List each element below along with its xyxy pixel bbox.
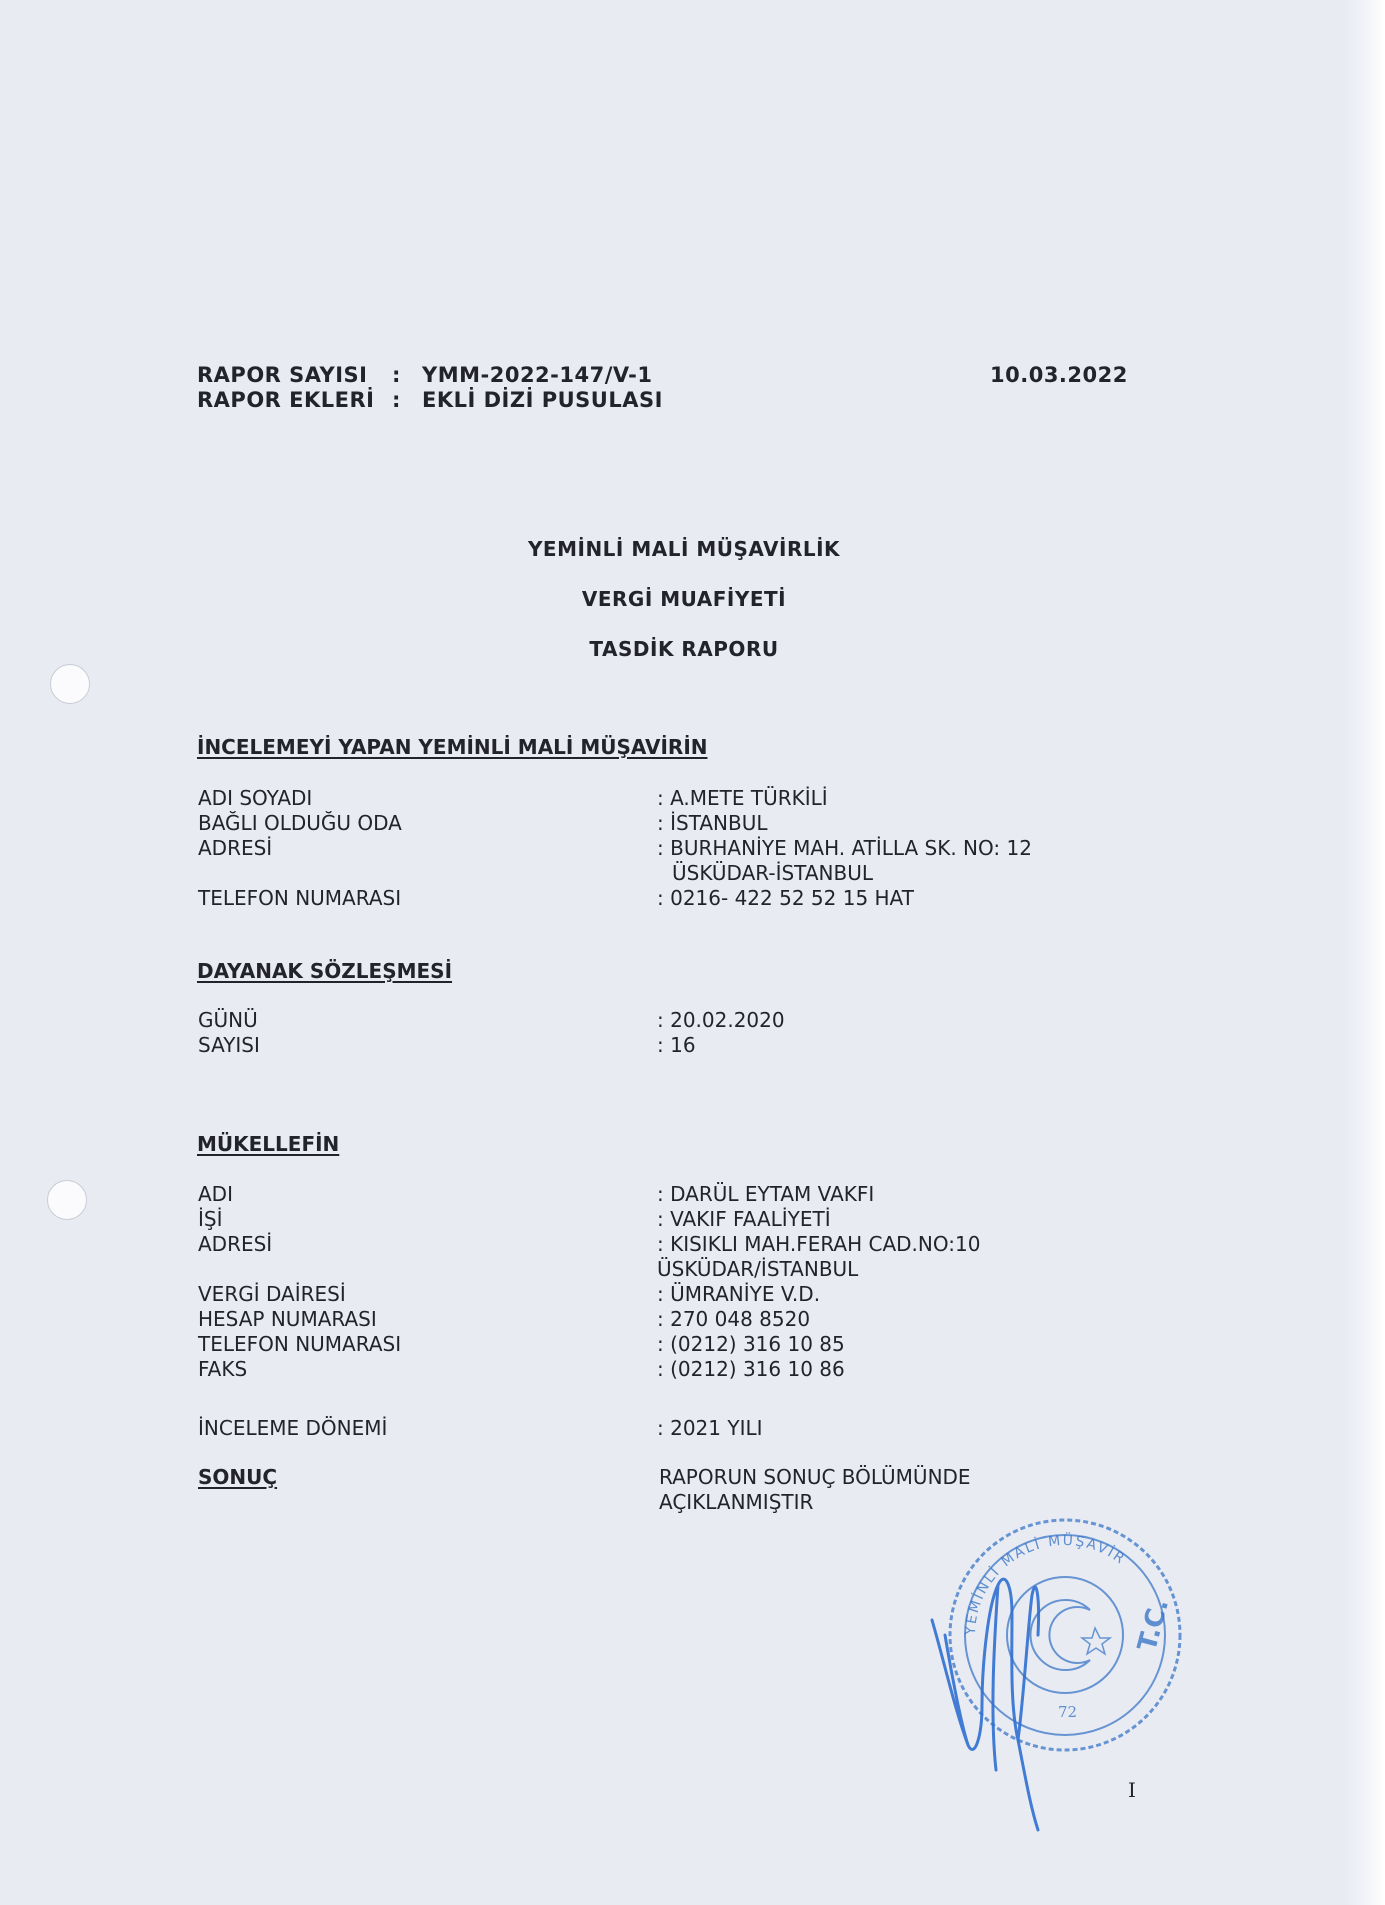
contract-number-label: SAYISI [198, 1033, 260, 1057]
taxpayer-account-value: : 270 048 8520 [657, 1307, 811, 1331]
taxpayer-tax-office-label: VERGİ DAİRESİ [198, 1282, 346, 1306]
report-date: 10.03.2022 [990, 363, 1128, 387]
taxpayer-phone-value: : (0212) 316 10 85 [657, 1332, 845, 1356]
auditor-address-value: : BURHANİYE MAH. ATİLLA SK. NO: 12 [657, 836, 1032, 860]
auditor-address-label: ADRESİ [198, 836, 273, 860]
title-line-3: TASDİK RAPORU [589, 637, 779, 661]
result-line-2: AÇIKLANMIŞTIR [659, 1490, 814, 1514]
taxpayer-fax-value: : (0212) 316 10 86 [657, 1357, 845, 1381]
taxpayer-address-line-2: ÜSKÜDAR/İSTANBUL [657, 1257, 859, 1281]
taxpayer-business-label: İŞİ [198, 1207, 223, 1231]
title-line-2: VERGİ MUAFİYETİ [581, 587, 787, 611]
punch-hole-bottom [47, 1180, 87, 1220]
contract-date-label: GÜNÜ [198, 1008, 258, 1032]
contract-heading: DAYANAK SÖZLEŞMESİ [197, 959, 453, 983]
auditor-phone-value: : 0216- 422 52 52 15 HAT [657, 886, 914, 910]
taxpayer-business-value: : VAKIF FAALİYETİ [657, 1207, 831, 1231]
taxpayer-heading: MÜKELLEFİN [197, 1132, 340, 1156]
report-no-colon: : [392, 363, 401, 387]
auditor-chamber-label: BAĞLI OLDUĞU ODA [198, 811, 402, 835]
auditor-heading: İNCELEMEYİ YAPAN YEMİNLİ MALİ MÜŞAVİRİN [197, 735, 708, 759]
taxpayer-phone-label: TELEFON NUMARASI [198, 1332, 402, 1356]
taxpayer-name-label: ADI [198, 1182, 233, 1206]
attachments-label: RAPOR EKLERİ [197, 388, 375, 412]
taxpayer-address-label: ADRESİ [198, 1232, 273, 1256]
punch-hole-top [50, 664, 90, 704]
stamp-text-top: YEMİNLİ MALİ MÜŞAVİR [962, 1532, 1129, 1636]
taxpayer-address-value: : KISIKLI MAH.FERAH CAD.NO:10 [657, 1232, 981, 1256]
contract-number-value: : 16 [657, 1033, 696, 1057]
stamp-text-bottom: 72 [1058, 1703, 1078, 1721]
taxpayer-fax-label: FAKS [198, 1357, 248, 1381]
taxpayer-name-value: : DARÜL EYTAM VAKFI [657, 1182, 875, 1206]
auditor-name-value: : A.METE TÜRKİLİ [657, 786, 828, 810]
title-line-1: YEMİNLİ MALİ MÜŞAVİRLİK [527, 537, 841, 561]
attachments-colon: : [392, 388, 401, 412]
auditor-phone-label: TELEFON NUMARASI [198, 886, 402, 910]
auditor-name-label: ADI SOYADI [198, 786, 313, 810]
page-number: I [1128, 1778, 1136, 1802]
taxpayer-account-label: HESAP NUMARASI [198, 1307, 377, 1331]
result-line-1: RAPORUN SONUÇ BÖLÜMÜNDE [659, 1465, 971, 1489]
signature-icon [920, 1545, 1060, 1835]
report-no-label: RAPOR SAYISI [197, 363, 368, 387]
auditor-address-line-2: ÜSKÜDAR-İSTANBUL [672, 861, 873, 885]
taxpayer-tax-office-value: : ÜMRANİYE V.D. [657, 1282, 821, 1306]
contract-date-value: : 20.02.2020 [657, 1008, 785, 1032]
period-label: İNCELEME DÖNEMİ [198, 1416, 388, 1440]
report-no-value: YMM-2022-147/V-1 [422, 363, 653, 387]
paper-edge [1345, 0, 1385, 1905]
auditor-chamber-value: : İSTANBUL [657, 811, 768, 835]
result-heading: SONUÇ [198, 1465, 278, 1489]
attachments-value: EKLİ DİZİ PUSULASI [422, 388, 663, 412]
period-value: : 2021 YILI [657, 1416, 763, 1440]
stamp-text-side: T.C. [1132, 1595, 1176, 1655]
